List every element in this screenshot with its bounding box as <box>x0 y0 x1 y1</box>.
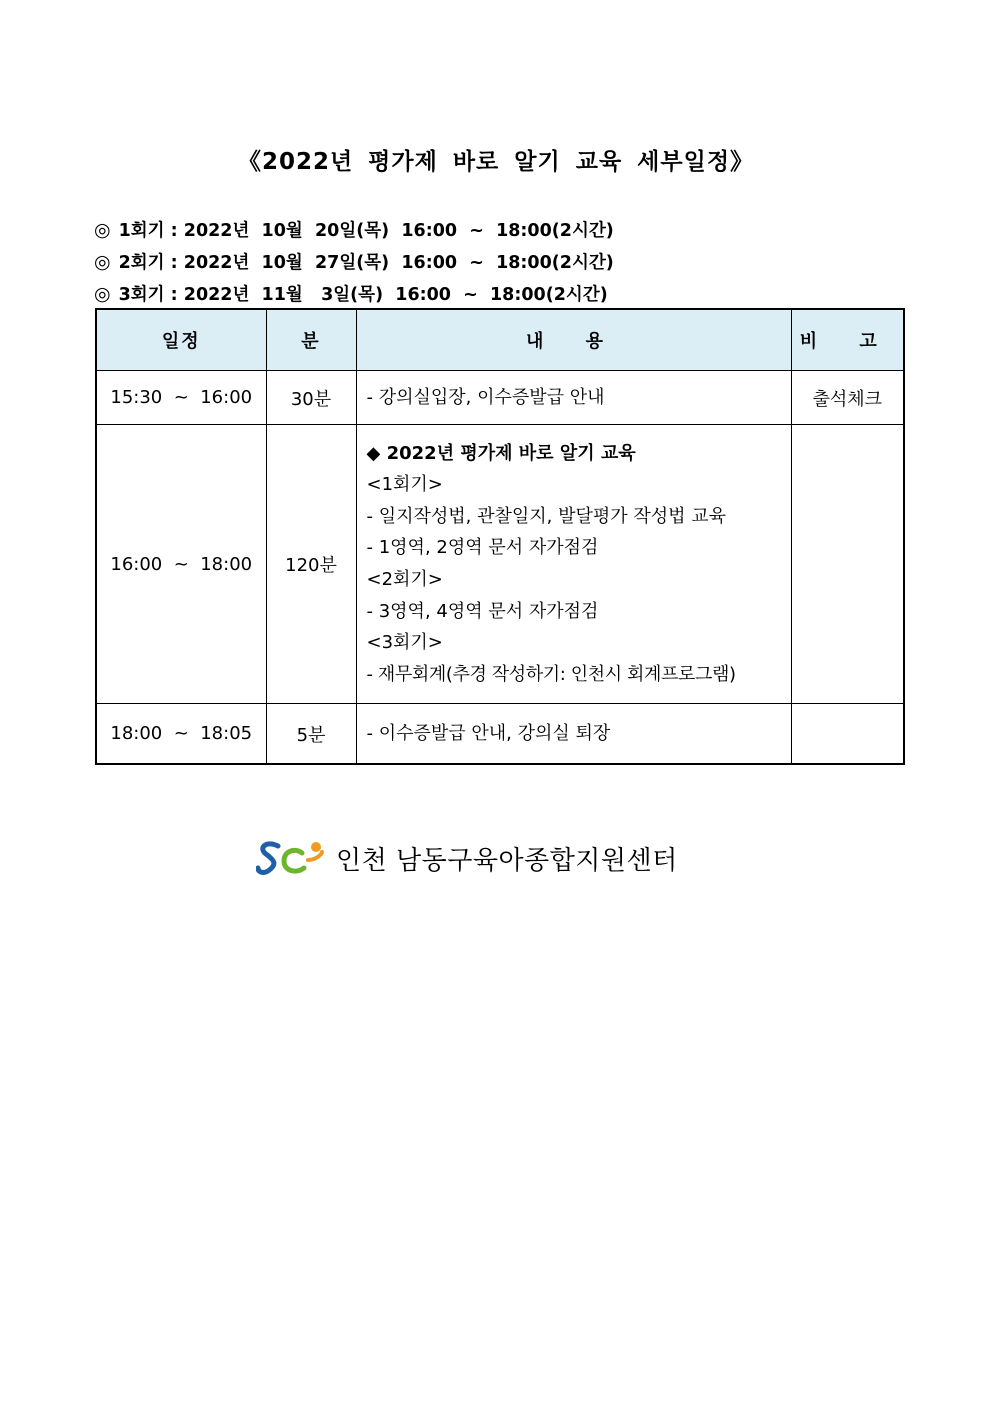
header-note: 비 고 <box>791 309 904 371</box>
organization-name: 인천 남동구육아종합지원센터 <box>336 845 678 876</box>
time-cell: 15:30 ~ 16:00 <box>96 371 266 425</box>
content-line: - 1영역, 2영역 문서 자가점검 <box>366 537 599 559</box>
page-title: 《2022년 평가제 바로 알기 교육 세부일정》 <box>237 149 755 175</box>
double-circle-icon: ◎ <box>94 251 111 273</box>
session-text: 2회기 : 2022년 10월 27일(목) 16:00 ~ 18:00(2시간) <box>118 253 614 273</box>
session-text: 3회기 : 2022년 11월 3일(목) 16:00 ~ 18:00(2시간) <box>118 285 608 305</box>
content-line: <1회기> <box>366 474 443 496</box>
content-cell <box>356 425 791 704</box>
content-cell <box>356 704 791 765</box>
organization-logo <box>256 838 678 878</box>
content-line: - 일지작성법, 관찰일지, 발달평가 작성법 교육 <box>366 505 727 527</box>
content-line: <2회기> <box>366 569 443 590</box>
content-line: - 이수증발급 안내, 강의실 퇴장 <box>366 722 611 744</box>
content-cell <box>356 371 791 425</box>
session-item-1 <box>94 214 614 246</box>
session-item-2 <box>94 246 614 278</box>
table-row <box>96 425 904 704</box>
table-row <box>96 371 904 425</box>
logo-icon <box>256 838 326 878</box>
schedule-table <box>95 308 905 765</box>
header-minutes: 분 <box>266 309 356 371</box>
content-line: - 강의실입장, 이수증발급 안내 <box>366 386 605 408</box>
note-cell: 출석체크 <box>791 371 904 425</box>
minutes-cell: 120분 <box>266 425 356 704</box>
note-cell <box>791 425 904 704</box>
double-circle-icon: ◎ <box>94 219 111 241</box>
note-cell <box>791 704 904 765</box>
table-row <box>96 704 904 765</box>
minutes-cell: 30분 <box>266 371 356 425</box>
content-heading: ◆ 2022년 평가제 바로 알기 교육 <box>366 442 636 464</box>
table-header-row <box>96 309 904 371</box>
header-schedule: 일정 <box>96 309 266 371</box>
session-text: 1회기 : 2022년 10월 20일(목) 16:00 ~ 18:00(2시간) <box>118 221 614 241</box>
content-line: - 3영역, 4영역 문서 자가점검 <box>366 600 599 622</box>
header-content: 내 용 <box>356 309 791 371</box>
time-cell: 16:00 ~ 18:00 <box>96 425 266 704</box>
double-circle-icon: ◎ <box>94 283 111 305</box>
content-line: <3회기> <box>366 632 443 654</box>
content-line: - 재무회계(추경 작성하기: 인천시 회계프로그램) <box>366 663 736 685</box>
minutes-cell: 5분 <box>266 704 356 765</box>
session-item-3 <box>94 278 614 310</box>
time-cell: 18:00 ~ 18:05 <box>96 704 266 765</box>
session-list <box>94 214 614 310</box>
